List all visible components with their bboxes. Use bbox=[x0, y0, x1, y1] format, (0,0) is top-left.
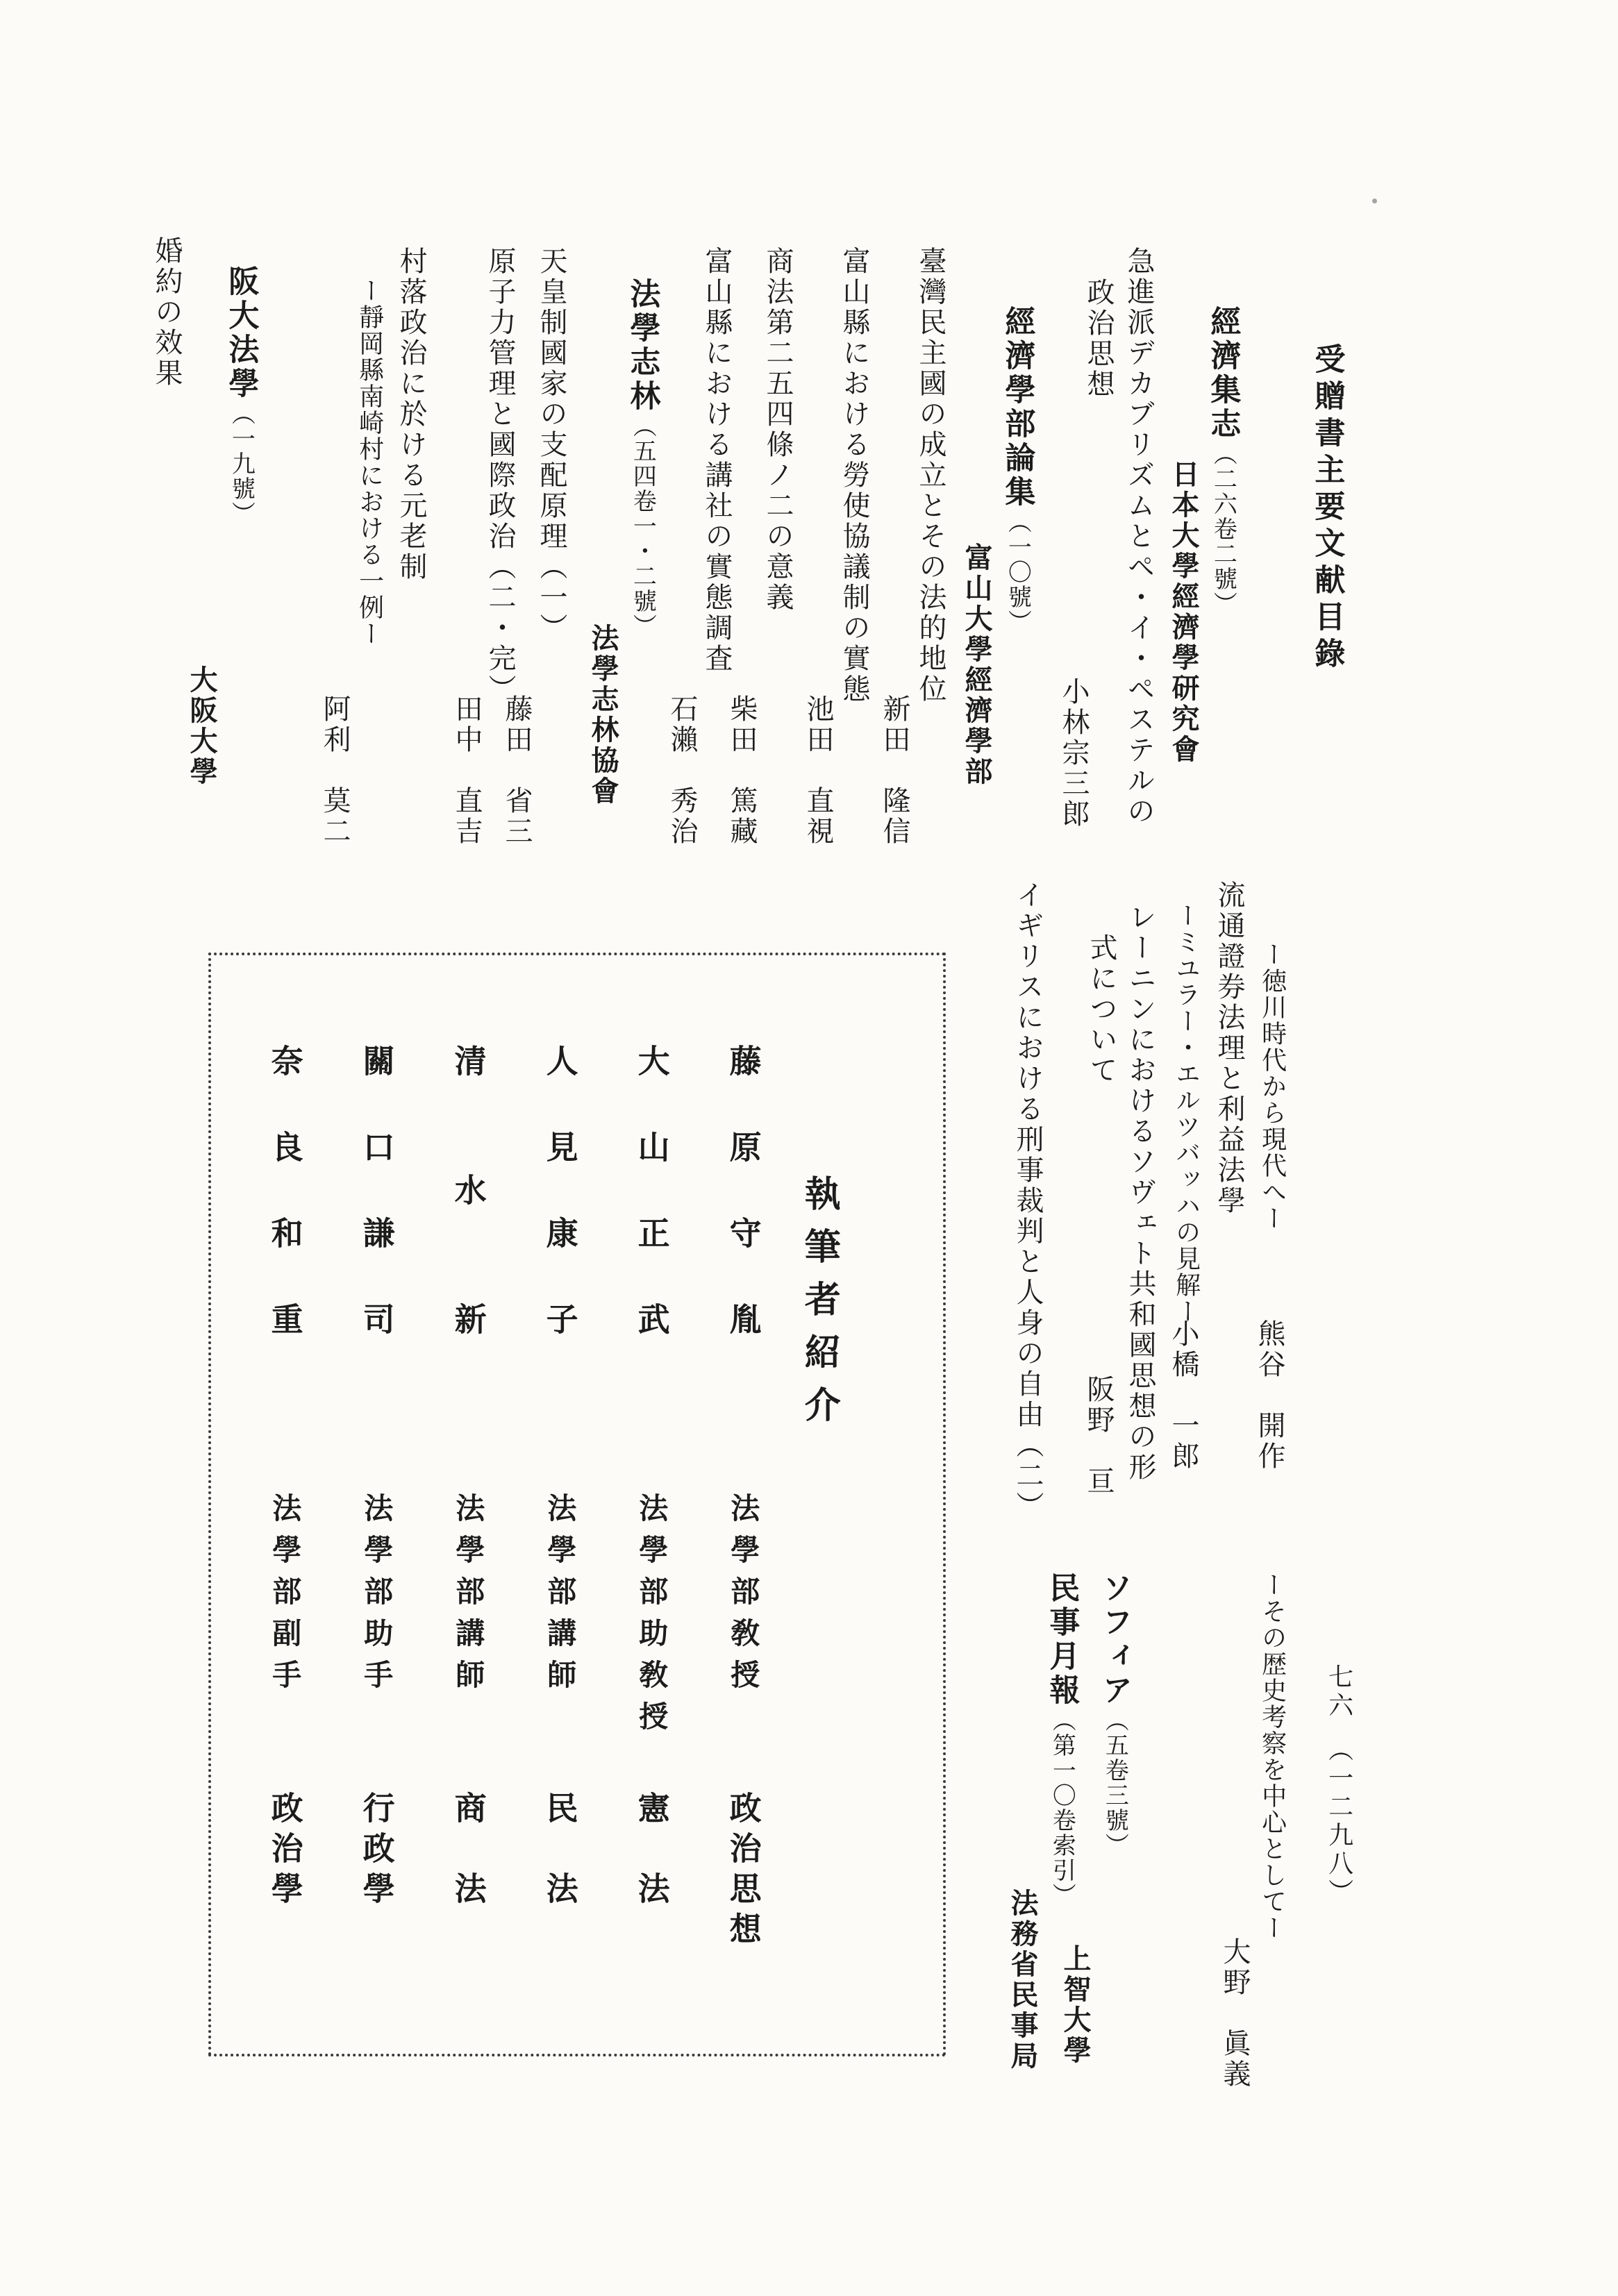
journal-issue: （五四卷一・二號） bbox=[629, 414, 656, 639]
journal-publisher: 大阪大學 bbox=[186, 665, 217, 787]
journal-publisher: 日本大學經濟學研究會 bbox=[1168, 460, 1199, 765]
journal-entry bbox=[1044, 1572, 1078, 1908]
journal-name: 經濟集志 bbox=[1206, 305, 1240, 442]
article-author: 柴田 篤藏 bbox=[726, 694, 758, 847]
contributor-name: 人 見 康 子 bbox=[542, 1044, 578, 1346]
contributor-position: 法學部助手 bbox=[360, 1493, 392, 1701]
contributor-field: 憲 法 bbox=[633, 1791, 669, 1912]
journal-entry bbox=[1000, 305, 1033, 635]
article-author: 藤田 省三 bbox=[501, 694, 533, 847]
journal-issue: （一九號） bbox=[228, 401, 254, 526]
contributor-field: 民 法 bbox=[542, 1791, 578, 1912]
journal-entry bbox=[625, 278, 658, 639]
article-title: 流通證券法理と利益法學 bbox=[1214, 880, 1245, 1216]
contributor-position: 法學部副手 bbox=[268, 1493, 301, 1701]
journal-issue: （五卷三號） bbox=[1101, 1708, 1128, 1858]
journal-name: 民事月報 bbox=[1044, 1572, 1079, 1708]
contributor-name: 關 口 謙 司 bbox=[358, 1044, 394, 1346]
journal-name: 法學志林 bbox=[625, 278, 660, 414]
contributor-position: 法學部講師 bbox=[543, 1493, 576, 1701]
article-subtitle: ー靜岡縣南崎村における一例ー bbox=[356, 278, 384, 647]
page-number: 七六 （一二九八） bbox=[1325, 1664, 1353, 1907]
contributor-name: 奈 良 和 重 bbox=[267, 1044, 303, 1346]
contributor-name: 藤 原 守 胤 bbox=[725, 1044, 761, 1346]
article-author: 阪野 亘 bbox=[1083, 1375, 1115, 1497]
article-author: 小橋 一郎 bbox=[1168, 1319, 1199, 1472]
article-subtitle: ーミユラー・エルツバッハの見解ー bbox=[1172, 903, 1201, 1325]
journal-issue: （第一〇卷索引） bbox=[1049, 1708, 1075, 1908]
journal-publisher: 法學志林協會 bbox=[587, 623, 619, 807]
journal-publisher: 富山大學經濟學部 bbox=[961, 543, 992, 787]
contributor-position: 法學部講師 bbox=[451, 1493, 484, 1701]
article-title-continued: 政治思想 bbox=[1083, 278, 1115, 400]
contributor-field: 政治學 bbox=[267, 1791, 303, 1912]
contributor-name: 清 水 新 bbox=[450, 1044, 486, 1346]
contributor-name: 大 山 正 武 bbox=[633, 1044, 669, 1346]
article-title: 婚約の效果 bbox=[151, 236, 183, 389]
journal-issue: （二六卷二號） bbox=[1210, 442, 1236, 617]
document-title: 受贈書主要文献目錄 bbox=[1310, 343, 1344, 674]
contributor-field: 商 法 bbox=[450, 1791, 486, 1912]
journal-name: ソフィア bbox=[1097, 1572, 1132, 1708]
article-title: 原子力管理と國際政治（二・完） bbox=[485, 246, 516, 705]
article-title: 商法第二五四條ノ二の意義 bbox=[762, 246, 794, 613]
journal-publisher: 法務省民事局 bbox=[1007, 1888, 1038, 2072]
article-author: 熊谷 開作 bbox=[1254, 1319, 1285, 1472]
article-title: 村落政治に於ける元老制 bbox=[396, 246, 427, 583]
contributor-position: 法學部助敎授 bbox=[635, 1493, 667, 1743]
journal-issue: （一〇號） bbox=[1004, 510, 1031, 635]
article-title: 富山縣における勞使協議制の實態 bbox=[839, 246, 870, 705]
article-author: 新田 隆信 bbox=[879, 694, 910, 847]
contributors-heading: 執筆者紹介 bbox=[799, 1175, 839, 1439]
journal-name: 經濟學部論集 bbox=[1000, 305, 1035, 510]
journal-name: 阪大法學 bbox=[224, 265, 258, 401]
article-author: 田中 直吉 bbox=[451, 694, 483, 847]
article-author: 小林宗三郎 bbox=[1058, 677, 1090, 830]
article-author: 阿利 莫二 bbox=[319, 694, 351, 847]
article-subtitle: ー徳川時代から現代へー bbox=[1258, 941, 1287, 1232]
article-title: レーニンにおけるソヴェト共和國思想の形 bbox=[1125, 903, 1156, 1483]
article-title: 天皇制國家の支配原理（一） bbox=[536, 246, 567, 644]
contributor-field: 行政學 bbox=[358, 1791, 394, 1912]
scan-speck bbox=[1372, 199, 1377, 203]
contributor-field: 政治思想 bbox=[725, 1791, 761, 1952]
article-author: 大野 眞義 bbox=[1219, 1937, 1251, 2090]
contributor-position: 法學部敎授 bbox=[726, 1493, 759, 1701]
journal-publisher: 上智大學 bbox=[1060, 1944, 1091, 2066]
journal-entry bbox=[224, 265, 257, 526]
article-title: 急進派デカブリズムとペ・イ・ペステルの bbox=[1124, 246, 1155, 827]
article-subtitle: ーその歴史考察を中心としてー bbox=[1258, 1572, 1287, 1941]
article-title: 富山縣における講社の實態調査 bbox=[701, 246, 733, 674]
journal-entry bbox=[1206, 305, 1239, 617]
article-title-continued: 式について bbox=[1086, 933, 1117, 1086]
article-title: 臺灣民主國の成立とその法的地位 bbox=[915, 246, 946, 705]
journal-entry bbox=[1097, 1572, 1131, 1858]
article-author: 池田 直視 bbox=[803, 694, 834, 847]
article-title: イギリスにおける刑事裁判と人身の自由（二） bbox=[1012, 880, 1044, 1522]
article-author: 石瀨 秀治 bbox=[667, 694, 698, 847]
